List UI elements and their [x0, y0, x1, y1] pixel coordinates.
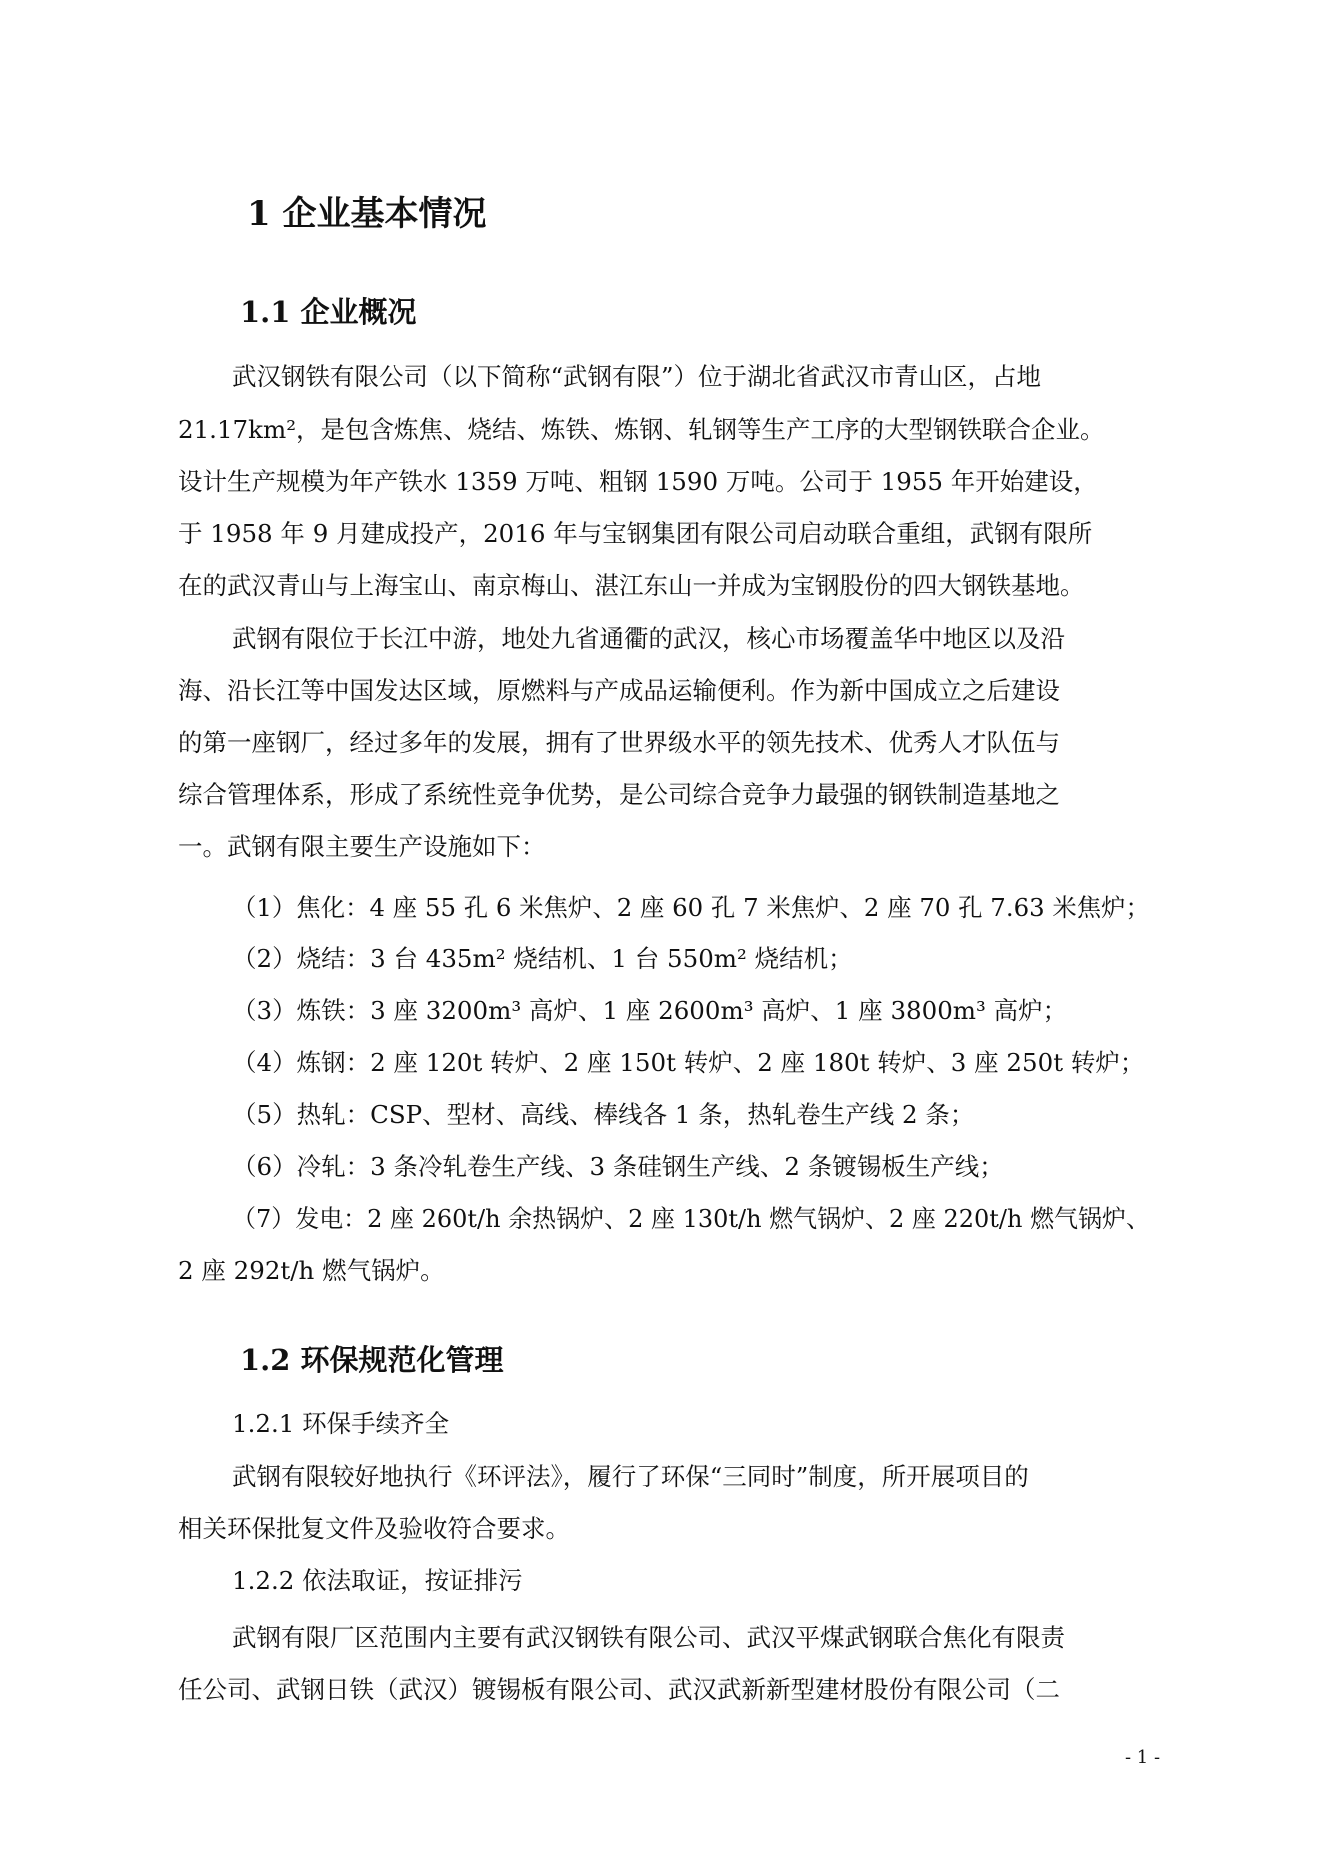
paragraph-line: 海、沿长江等中国发达区域，原燃料与产成品运输便利。作为新中国成立之后建设: [178, 676, 1060, 705]
paragraph-line: 21.17km²，是包含炼焦、烧结、炼铁、炼钢、轧钢等生产工序的大型钢铁联合企业。: [178, 415, 1105, 444]
paragraph-line: 武钢有限厂区范围内主要有武汉钢铁有限公司、武汉平煤武钢联合焦化有限责: [232, 1623, 1065, 1652]
paragraph-line: 在的武汉青山与上海宝山、南京梅山、湛江东山一并成为宝钢股份的四大钢铁基地。: [178, 571, 1085, 600]
section-title-1-2: 1.2 环保规范化管理: [240, 1343, 504, 1377]
subsection-title-1-2-2: 1.2.2 依法取证，按证排污: [232, 1566, 523, 1595]
facility-item: （1）焦化：4 座 55 孔 6 米焦炉、2 座 60 孔 7 米焦炉、2 座 70 孔 7.63 米焦炉；: [232, 893, 1150, 922]
paragraph-line: 任公司、武钢日铁（武汉）镀锡板有限公司、武汉武新新型建材股份有限公司（二: [178, 1675, 1060, 1704]
facility-item: （4）炼钢：2 座 120t 转炉、2 座 150t 转炉、2 座 180t 转炉、3 座 250t 转炉；: [232, 1048, 1145, 1077]
section-title-1-1: 1.1 企业概况: [240, 295, 417, 329]
paragraph-line: 于 1958 年 9 月建成投产，2016 年与宝钢集团有限公司启动联合重组，武钢有限所: [178, 519, 1093, 548]
paragraph-line: 综合管理体系，形成了系统性竞争优势，是公司综合竞争力最强的钢铁制造基地之: [178, 780, 1060, 809]
paragraph-line: 武钢有限较好地执行《环评法》，履行了环保“三同时”制度，所开展项目的: [232, 1462, 1029, 1491]
subsection-title-1-2-1: 1.2.1 环保手续齐全: [232, 1409, 450, 1438]
page-number: - 1 -: [1125, 1747, 1161, 1768]
facility-item: （7）发电：2 座 260t/h 余热锅炉、2 座 130t/h 燃气锅炉、2 座 220t/h 燃气锅炉、: [232, 1204, 1150, 1233]
chapter-title: 1 企业基本情况: [247, 194, 487, 234]
facility-item: 2 座 292t/h 燃气锅炉。: [178, 1256, 445, 1285]
paragraph-line: 的第一座钢厂，经过多年的发展，拥有了世界级水平的领先技术、优秀人才队伍与: [178, 728, 1060, 757]
paragraph-line: 武汉钢铁有限公司（以下简称“武钢有限”）位于湖北省武汉市青山区，占地: [232, 362, 1042, 391]
paragraph-line: 设计生产规模为年产铁水 1359 万吨、粗钢 1590 万吨。公司于 1955 年开始建设，: [178, 467, 1098, 496]
paragraph-line: 一。武钢有限主要生产设施如下：: [178, 832, 546, 861]
facility-item: （3）炼铁：3 座 3200m³ 高炉、1 座 2600m³ 高炉、1 座 3800m³ 高炉；: [232, 996, 1068, 1025]
facility-item: （6）冷轧：3 条冷轧卷生产线、3 条硅钢生产线、2 条镀锡板生产线；: [232, 1152, 1004, 1181]
paragraph-line: 相关环保批复文件及验收符合要求。: [178, 1514, 570, 1543]
facility-item: （2）烧结：3 台 435m² 烧结机、1 台 550m² 烧结机；: [232, 944, 853, 973]
paragraph-line: 武钢有限位于长江中游，地处九省通衢的武汉，核心市场覆盖华中地区以及沿: [232, 624, 1065, 653]
facility-item: （5）热轧：CSP、型材、高线、棒线各 1 条，热轧卷生产线 2 条；: [232, 1100, 975, 1129]
